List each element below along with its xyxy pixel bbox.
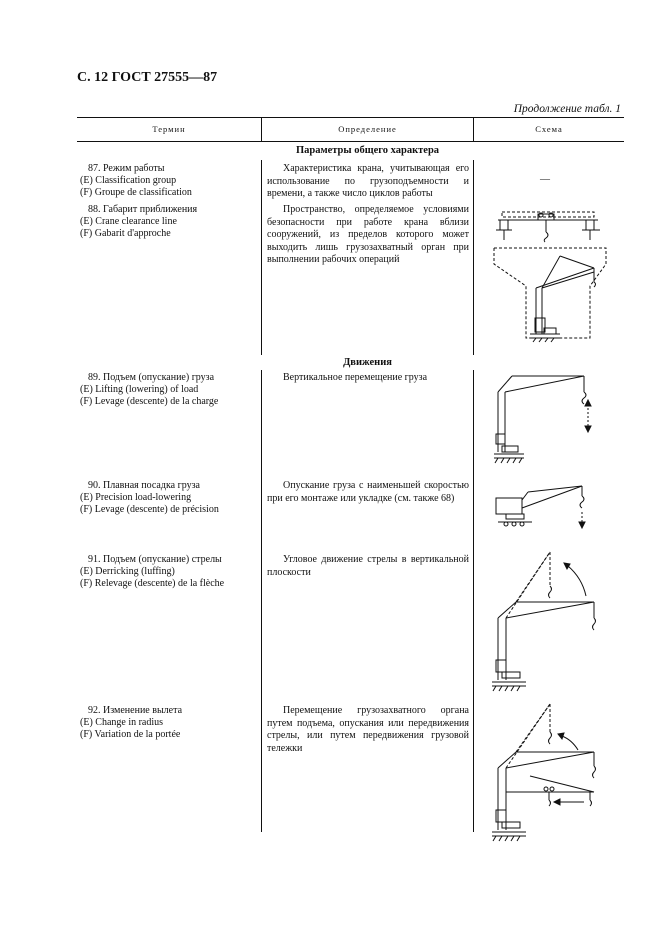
- definition-90: Опускание груза с наименьшей скоростью при его монтаже или укладке (см. также 68): [267, 480, 469, 504]
- term-91-en: (E) Derricking (luffing): [80, 566, 175, 577]
- definition-89: Вертикальное перемещение груза: [283, 372, 428, 383]
- term-88-en: (E) Crane clearance line: [80, 216, 177, 227]
- continuation-label: Продолжение табл. 1: [513, 103, 621, 115]
- term-92: [80, 705, 260, 741]
- column-header-definition: Определение: [338, 124, 397, 134]
- definition-88: Пространство, определяемое условиями безопасности при работе крана вблизи сооружений, из пределов которого может выходить лишь грузозахватный орган при выполнении рабочих операций: [267, 204, 469, 265]
- lifting-load-diagram: [492, 370, 604, 466]
- column-header-term: Термин: [152, 124, 186, 134]
- definition-92: Перемещение грузозахватного органа путем подъема, опускания или передвижения стрелы, или путем передвижения грузовой тележки: [267, 705, 469, 754]
- term-89-ru: 89. Подъем (опускание) груза: [88, 372, 215, 383]
- term-91-fr: (F) Relevage (descente) de la flèche: [80, 578, 225, 589]
- term-88-ru: 88. Габарит приближения: [88, 204, 198, 215]
- term-88-fr: (F) Gabarit d'approche: [80, 228, 171, 239]
- term-91: [80, 554, 260, 590]
- precision-lowering-diagram: [492, 482, 602, 534]
- term-90-ru: 90. Плавная посадка груза: [88, 480, 200, 491]
- definition-91: Угловое движение стрелы в вертикальной плоскости: [267, 554, 469, 578]
- term-92-ru: 92. Изменение вылета: [88, 705, 183, 716]
- page-header: С. 12 ГОСТ 27555—87: [77, 70, 218, 85]
- term-89: [80, 372, 260, 408]
- term-90-fr: (F) Levage (descente) de précision: [80, 504, 219, 515]
- table-header-rule: [77, 141, 624, 142]
- term-87: [80, 163, 260, 199]
- definition-87: Характеристика крана, учитывающая его использование по грузоподъемности и времени, а также число циклов работы: [267, 163, 469, 199]
- column-divider-1-section1: [261, 160, 262, 355]
- section-title-general: Параметры общего характера: [295, 145, 440, 156]
- term-91-ru: 91. Подъем (опускание) стрелы: [88, 554, 222, 565]
- term-87-ru: 87. Режим работы: [88, 163, 165, 174]
- term-92-fr: (F) Variation de la portée: [80, 729, 181, 740]
- term-89-fr: (F) Levage (descente) de la charge: [80, 396, 219, 407]
- schema-87-dash: —: [540, 174, 550, 185]
- term-87-fr: (F) Groupe de classification: [80, 187, 192, 198]
- table-top-rule: [77, 117, 624, 118]
- column-header-schema: Схема: [535, 124, 563, 134]
- term-89-en: (E) Lifting (lowering) of load: [80, 384, 199, 395]
- column-divider-2-section1: [473, 160, 474, 355]
- luffing-diagram: [490, 548, 605, 694]
- term-92-en: (E) Change in radius: [80, 717, 164, 728]
- section-title-movements: Движения: [343, 357, 392, 368]
- column-divider-1-section2: [261, 370, 262, 832]
- term-90-en: (E) Precision load-lowering: [80, 492, 192, 503]
- term-87-en: (E) Classification group: [80, 175, 177, 186]
- column-divider-2-section2: [473, 370, 474, 832]
- change-radius-diagram: [490, 700, 605, 846]
- crane-clearance-diagram: [490, 206, 610, 346]
- term-88: [80, 204, 260, 240]
- term-90: [80, 480, 260, 516]
